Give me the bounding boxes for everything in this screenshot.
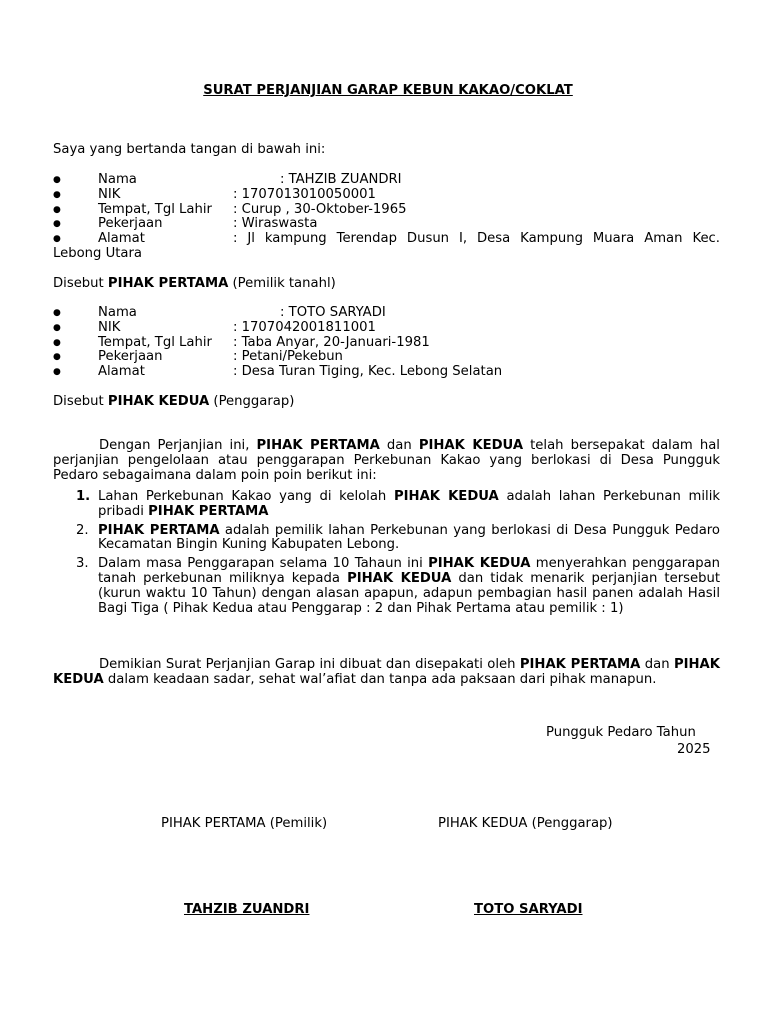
party1-details	[53, 173, 720, 262]
field-value: : Petani/Pekebun	[233, 349, 343, 365]
bullet-icon: ●	[53, 175, 61, 185]
designation-suffix: (Penggarap)	[213, 394, 295, 409]
party-name: PIHAK KEDUA	[347, 570, 452, 586]
party-name: PIHAK KEDUA	[428, 556, 531, 572]
party-name: PIHAK PERTAMA	[98, 522, 220, 538]
designation-prefix: Disebut	[53, 394, 108, 409]
party2-designation	[53, 395, 294, 410]
field-value: : Taba Anyar, 20-Januari-1981	[233, 334, 430, 350]
field-label: Tempat, Tgl Lahir	[98, 201, 212, 217]
text-run: adalah lahan Perkebunan milik pribadi	[98, 489, 720, 519]
party2-birth-row	[53, 336, 720, 351]
field-label: Pekerjaan	[98, 216, 163, 232]
field-value: : Wiraswasta	[233, 216, 318, 232]
place-date: Pungguk Pedaro Tahun	[546, 725, 696, 740]
bullet-icon: ●	[53, 352, 61, 363]
text-run: adalah pemilik lahan Perkebunan yang berlokasi di Desa Pungguk Pedaro Kecamatan Bingin Kuning Kabupaten Lebong.	[98, 522, 720, 553]
bullet-icon: ●	[53, 219, 61, 230]
signature-left-name: TAHZIB ZUANDRI	[184, 902, 310, 917]
list-item	[53, 490, 720, 520]
party1-birth-row	[53, 203, 720, 218]
bullet-icon: ●	[53, 322, 61, 333]
list-item	[53, 557, 720, 616]
place-date-year: 2025	[677, 742, 711, 757]
field-label: NIK	[98, 319, 121, 335]
agreement-paragraph	[53, 439, 720, 483]
signature-left-role: PIHAK PERTAMA (Pemilik)	[161, 816, 328, 831]
field-value: : Jl kampung Terendap Dusun I, Desa Kampung Muara Aman Kec.	[233, 231, 720, 247]
text-run: telah bersepakat dalam hal perjanjian pengelolaan atau penggarapan Perkebunan Kakao yang berlokasi di Desa Pungguk Pedaro sebagaimana dalam poin poin berikut ini:	[53, 438, 720, 483]
party2-name-row	[53, 306, 720, 321]
party1-designation	[53, 277, 336, 292]
field-value: : Desa Turan Tiging, Kec. Lebong Selatan	[233, 364, 503, 380]
field-value: : TAHZIB ZUANDRI	[280, 172, 402, 187]
field-value-continuation: Lebong Utara	[53, 245, 142, 261]
text-run: dan tidak menarik perjanjian tersebut (kurun waktu 10 Tahun) dengan alasan apapun, adapun pembagian hasil panen adalah Hasil Bagi Tiga ( Pihak Kedua atau Penggarap : 2 dan Pihak Pertama atau pemilik : 1)	[98, 570, 720, 616]
party2-job-row	[53, 350, 720, 365]
text-run: Lahan Perkebunan Kakao yang di kelolah	[98, 489, 394, 504]
item-number: 1.	[76, 489, 91, 504]
field-label: Nama	[98, 305, 137, 320]
bullet-icon: ●	[53, 308, 61, 318]
item-number: 3.	[76, 556, 89, 572]
field-label: Pekerjaan	[98, 349, 163, 365]
party-name: PIHAK KEDUA	[393, 489, 499, 504]
field-label: NIK	[98, 186, 121, 202]
item-number: 2.	[76, 522, 89, 538]
party1-job-row	[53, 217, 720, 232]
designation-role: PIHAK KEDUA	[107, 394, 210, 409]
text-run: Demikian Surat Perjanjian Garap ini dibuat dan disepakati oleh	[99, 657, 520, 672]
closing-paragraph	[53, 658, 720, 688]
party-name: PIHAK PERTAMA	[148, 503, 269, 519]
document-title: SURAT PERJANJIAN GARAP KEBUN KAKAO/COKLAT	[203, 83, 573, 98]
field-value: : 1707042001811001	[233, 319, 376, 335]
party-name: PIHAK PERTAMA	[519, 657, 641, 672]
party2-nik-row	[53, 321, 720, 336]
signature-right-name: TOTO SARYADI	[474, 902, 583, 917]
field-value: : 1707013010050001	[233, 186, 376, 202]
signature-right-role: PIHAK KEDUA (Penggarap)	[438, 816, 613, 831]
field-value: : Curup , 30-Oktober-1965	[233, 201, 407, 217]
bullet-icon: ●	[53, 337, 61, 348]
party-name: PIHAK KEDUA	[418, 438, 524, 453]
party1-name-row	[53, 173, 720, 188]
field-label: Alamat	[98, 231, 145, 247]
party2-details	[53, 306, 720, 380]
party1-address-row	[53, 232, 720, 262]
designation-role: PIHAK PERTAMA	[107, 276, 229, 291]
intro-text: Saya yang bertanda tangan di bawah ini:	[53, 142, 326, 157]
field-label: Tempat, Tgl Lahir	[98, 334, 212, 350]
bullet-icon: ●	[53, 204, 61, 215]
field-value: : TOTO SARYADI	[280, 305, 386, 320]
agreement-points	[53, 490, 720, 616]
field-label: Alamat	[98, 364, 145, 380]
designation-suffix: (Pemilik tanahl)	[232, 276, 336, 291]
text-run: dalam keadaan sadar, sehat wal’afiat dan tanpa ada paksaan dari pihak manapun.	[103, 671, 657, 687]
designation-prefix: Disebut	[53, 276, 108, 291]
text-run: Dalam masa Penggarapan selama 10 Tahaun ini	[98, 556, 429, 572]
party2-address-row	[53, 365, 720, 380]
list-item	[53, 524, 720, 554]
bullet-icon: ●	[53, 234, 61, 245]
party-name: PIHAK PERTAMA	[256, 438, 380, 453]
field-label: Nama	[98, 172, 137, 187]
bullet-icon: ●	[53, 189, 61, 200]
party-name: PIHAK KEDUA	[53, 657, 720, 687]
text-run: Dengan Perjanjian ini,	[99, 438, 257, 453]
bullet-icon: ●	[53, 367, 61, 378]
text-run: dan	[379, 438, 419, 453]
party1-nik-row	[53, 188, 720, 203]
text-run: dan	[640, 657, 674, 672]
text-run: menyerahkan penggarapan tanah perkebunan miliknya kepada	[98, 556, 721, 586]
